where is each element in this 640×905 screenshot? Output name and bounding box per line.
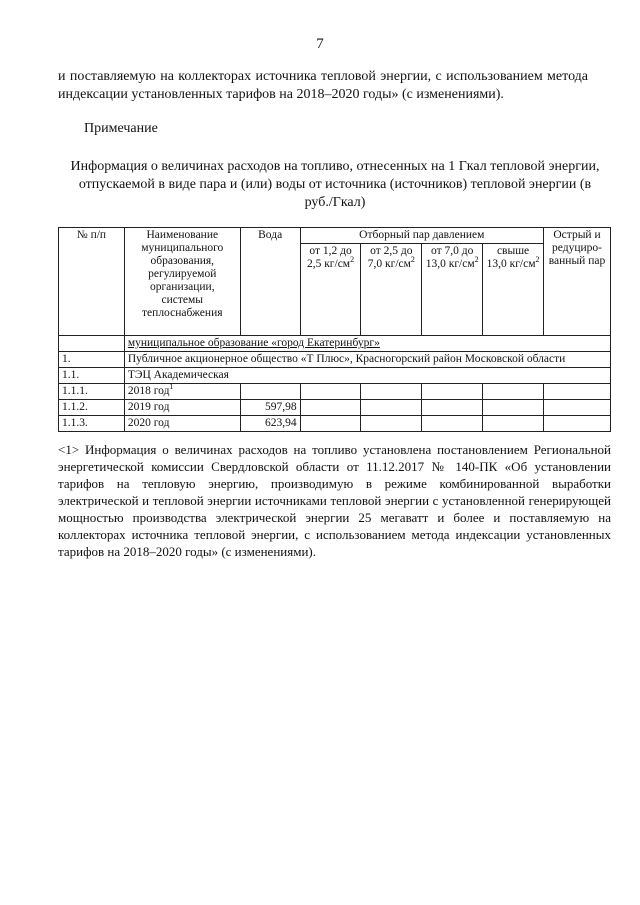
footnote-marker: 1: [169, 382, 174, 392]
municipality-row: [59, 336, 611, 352]
table-row: [59, 368, 611, 384]
intro-paragraph: и поставляемую на коллекторах источника тепловой энергии, с использованием метода индексации установленных тарифов на 2018–2020 годы» (с изменениями).: [58, 69, 588, 102]
header-name: Наименование муниципального образования, регулируемой организации, системы теплоснабжения: [124, 228, 240, 336]
header-water: Вода: [240, 228, 300, 336]
header-steam-4: свыше 13,0 $кг/см^2$: [483, 244, 544, 336]
table-row: [59, 416, 611, 432]
row-water: 597,98: [240, 400, 300, 416]
municipality-name: муниципальное образование «город Екатеринбург»: [124, 336, 610, 352]
page-number: 7: [316, 36, 324, 52]
note-heading: Примечание: [84, 121, 158, 136]
row-name: Публичное акционерное общество «Т Плюс», Красногорский район Московской области: [124, 352, 610, 368]
table-row: [59, 400, 611, 416]
row-num: 1.1.2.: [59, 400, 125, 416]
header-steam-group: Отборный пар давлением: [300, 228, 543, 244]
header-steam-2: от 2,5 до 7,0 $кг/см^2$: [361, 244, 422, 336]
table-title: Информация о величинах расходов на топливо, отнесенных на 1 Гкал тепловой энергии, отпускаемой в виде пара и (или) воды от источника (источников) тепловой энергии (в руб./Гкал): [70, 159, 600, 210]
header-steam-1: от 1,2 до 2,5 $кг/см^2$: [300, 244, 361, 336]
header-steam-3: от 7,0 до 13,0 $кг/см^2$: [422, 244, 483, 336]
row-num: 1.1.: [59, 368, 125, 384]
row-name: 2019 год: [124, 400, 240, 416]
row-name: 2018 год$^1$: [124, 384, 240, 400]
row-name: 2020 год: [124, 416, 240, 432]
header-num: № п/п: [59, 228, 125, 336]
row-num: 1.1.3.: [59, 416, 125, 432]
row-water: 623,94: [240, 416, 300, 432]
row-name: ТЭЦ Академическая: [124, 368, 610, 384]
row-num: 1.: [59, 352, 125, 368]
row-num: 1.1.1.: [59, 384, 125, 400]
footnote: <1> Информация о величинах расходов на топливо установлена постановлением Региональной энергетической комиссии Свердловской области от 11.12.2017 № 140-ПК «Об установлении тарифов на тепловую энергию, производимую в режиме комбинированной выработки электрической и тепловой энергии источниками тепловой энергии с установленной генерирующей мощностью производства электрической энергии 25 мегаватт и более и поставляемую на коллекторах источника тепловой энергии, с использованием метода индексации установленных тарифов на 2018–2020 годы» (с изменениями).: [58, 442, 611, 559]
fuel-cost-table: [58, 227, 611, 432]
table-row: [59, 352, 611, 368]
header-sharp-steam: Острый и редуциро-ванный пар: [544, 228, 611, 336]
row-water: [240, 384, 300, 400]
table-row: [59, 384, 611, 400]
